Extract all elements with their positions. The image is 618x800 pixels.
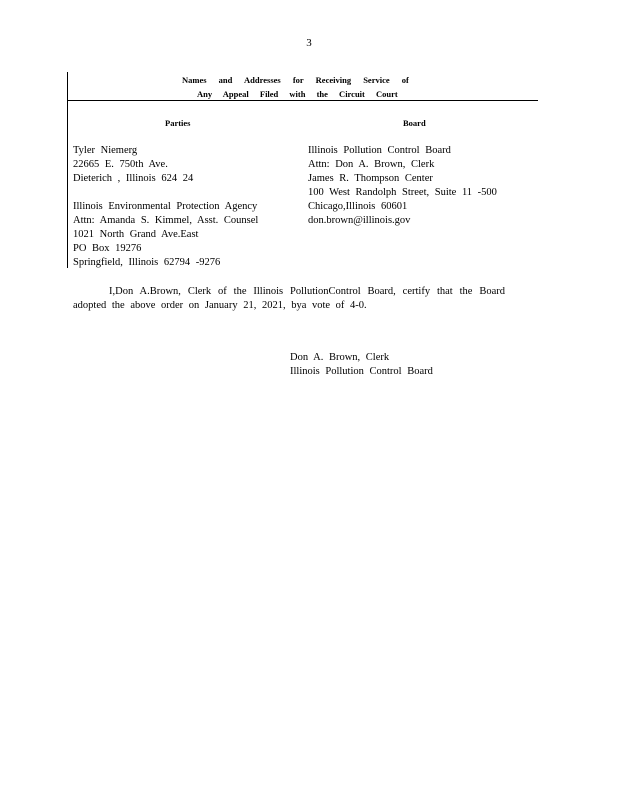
board-address-line: Attn: Don A. Brown, Clerk [308, 159, 435, 170]
party-address-line: 1021 North Grand Ave.East [73, 229, 199, 240]
party-address-line: Dieterich , Illinois 624 24 [73, 173, 194, 184]
service-header-line1: Names and Addresses for Receiving Service of [182, 75, 409, 85]
certification-paragraph: I,Don A.Brown, Clerk of the Illinois PollutionControl Board, certify that the Board adopted the above order on January 21, 2021, bya vote of 4-0. [73, 286, 505, 311]
board-address-line: Chicago,Illinois 60601 [308, 201, 408, 212]
party-address-block [73, 144, 193, 186]
party-address-line: Attn: Amanda S. Kimmel, Asst. Counsel [73, 215, 259, 226]
left-vertical-rule [67, 72, 68, 268]
board-address-line: 100 West Randolph Street, Suite 11 -500 [308, 187, 497, 198]
parties-column-heading: Parties [165, 118, 191, 128]
party-address-line: Illinois Environmental Protection Agency [73, 201, 258, 212]
signature-block [290, 351, 433, 379]
board-address-block [308, 144, 497, 228]
signature-name: Don A. Brown, Clerk [290, 352, 390, 363]
signature-organization: Illinois Pollution Control Board [290, 366, 433, 377]
party-address-line: 22665 E. 750th Ave. [73, 159, 168, 170]
board-email-link[interactable]: don.brown@illinois.gov [308, 215, 411, 226]
party-address-block [73, 200, 258, 270]
party-address-line: Springfield, Illinois 62794 -9276 [73, 257, 221, 268]
board-column-heading: Board [403, 118, 426, 128]
party-address-line: PO Box 19276 [73, 243, 142, 254]
header-horizontal-rule [67, 100, 538, 101]
page-number: 3 [306, 37, 312, 49]
board-address-line: James R. Thompson Center [308, 173, 433, 184]
service-header-line2: Any Appeal Filed with the Circuit Court [197, 89, 398, 99]
party-address-line: Tyler Niemerg [73, 145, 138, 156]
board-address-line: Illinois Pollution Control Board [308, 145, 451, 156]
